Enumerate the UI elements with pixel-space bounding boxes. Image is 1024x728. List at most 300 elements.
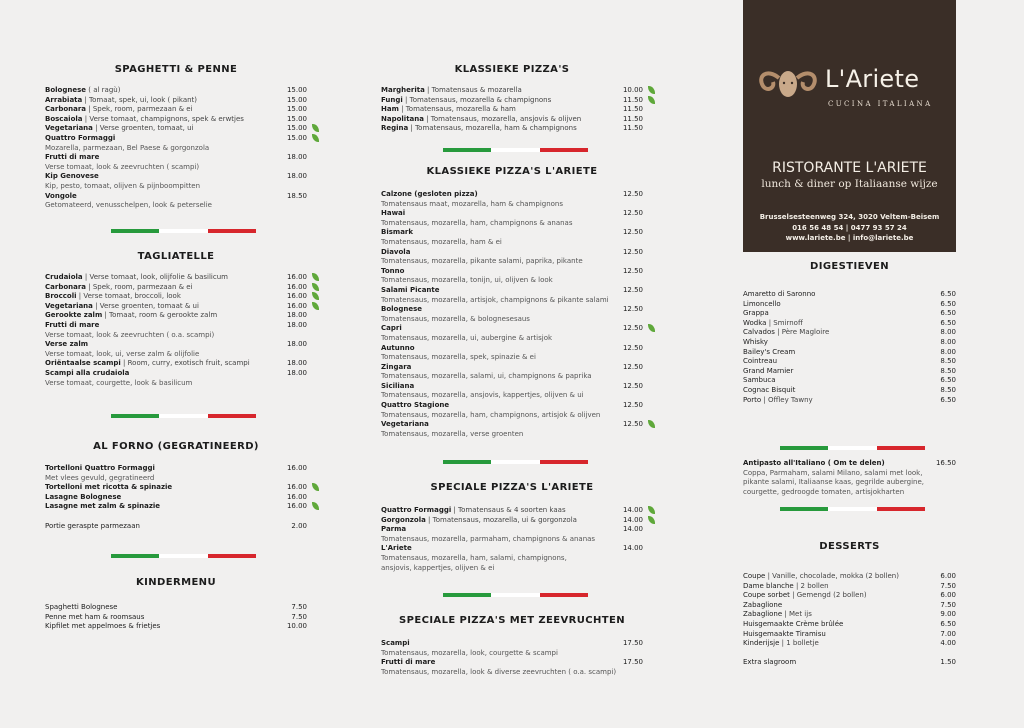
item-name: Vegetariana: [45, 124, 93, 133]
menu-item: [45, 134, 307, 144]
item-description: | Vanille, chocolade, mokka (2 bollen): [765, 572, 899, 580]
menu-item: [381, 209, 643, 219]
item-price: 12.50: [622, 209, 643, 218]
menu-item: [381, 516, 643, 526]
item-price: 18.00: [286, 153, 307, 162]
vegetarian-leaf-icon: [312, 292, 319, 300]
item-description: Tomatensaus, mozarella, ham & ei: [381, 237, 502, 246]
item-price: 18.00: [286, 368, 307, 377]
menu-item: [743, 630, 956, 640]
item-price: 17.50: [622, 639, 643, 647]
item-name: Lasagne Bolognese: [45, 492, 122, 501]
item-price: 12.50: [622, 343, 643, 352]
item-name: L'Ariete: [381, 544, 412, 553]
item-description: | Père Magloire: [774, 328, 830, 337]
italian-flag-divider: [443, 593, 588, 597]
item-description: Tomatensaus, mozarella, artisjok, champignons & pikante salami: [381, 295, 609, 304]
item-description: pikante salami, Italiaanse kaas, gegrilde aubergine,: [743, 478, 925, 487]
menu-list: [45, 464, 307, 531]
item-name: Gorgonzola: [381, 515, 426, 524]
item-description: | 1 bolletje: [779, 639, 819, 648]
item-description: ( al ragù): [86, 86, 121, 94]
item-name: Regina: [381, 124, 409, 133]
item-price: 9.00: [940, 610, 956, 619]
item-name: Coupe: [743, 572, 766, 580]
item-name: Spaghetti Bolognese: [45, 603, 118, 611]
menu-item: [45, 172, 307, 182]
menu-item: [743, 300, 956, 310]
item-name: Autunno: [381, 343, 415, 352]
item-name: Scampi alla crudaiola: [45, 368, 130, 377]
item-price: 16.00: [286, 492, 307, 501]
item-name: Grand Marnier: [743, 366, 794, 375]
item-description: Kip, pesto, tomaat, olijven & pijnboompitten: [45, 181, 201, 190]
item-price: 18.00: [286, 340, 307, 349]
item-name: Arrabiata: [45, 95, 83, 104]
menu-item: [743, 309, 956, 319]
item-price: 16.00: [286, 502, 307, 511]
item-price: 15.00: [286, 124, 307, 133]
section-kindermenu: [45, 577, 307, 632]
item-name: Lasagne met zalm & spinazie: [45, 502, 161, 511]
menu-item: [45, 115, 307, 125]
item-price: 7.50: [940, 600, 956, 609]
section-title: TAGLIATELLE: [137, 251, 215, 262]
item-name: Coupe sorbet: [743, 591, 790, 600]
item-price: 14.00: [622, 525, 643, 534]
menu-item: [743, 396, 956, 406]
menu-item: [381, 525, 643, 535]
item-name: Capri: [381, 324, 402, 333]
section-title: KLASSIEKE PIZZA'S L'ARIETE: [426, 166, 598, 177]
vegetarian-leaf-icon: [648, 86, 655, 94]
item-price: 12.50: [622, 247, 643, 256]
item-description: Tomatensaus, mozarella, parmaham, champignons & ananas: [381, 534, 596, 543]
menu-list: [381, 506, 643, 573]
item-name: Frutti di mare: [45, 320, 100, 329]
menu-item: [381, 248, 643, 258]
menu-item: [45, 105, 307, 115]
item-name: Whisky: [743, 337, 768, 346]
section-title: SPAGHETTI & PENNE: [114, 64, 238, 75]
menu-item: [381, 267, 643, 277]
ram-logo-icon: [757, 66, 819, 100]
menu-item: [381, 86, 643, 96]
italian-flag-divider: [111, 554, 256, 558]
menu-item: [381, 228, 643, 238]
menu-list: [743, 290, 956, 405]
item-price: 18.00: [286, 359, 307, 368]
vegetarian-leaf-icon: [648, 96, 655, 104]
item-description: | Tomatensaus, mozarella & ham: [398, 105, 516, 114]
item-name: Oriëntaalse scampi: [45, 359, 121, 368]
section-title: KINDERMENU: [136, 577, 216, 588]
item-name: Kipfilet met appelmoes & frietjes: [45, 622, 161, 631]
item-description: | Spek, room, parmezaan & ei: [86, 282, 193, 291]
item-description: Tomatensaus, mozarella, spek, spinazie & ei: [381, 353, 536, 362]
item-name: Broccoli: [45, 292, 77, 301]
item-price: 12.50: [622, 381, 643, 390]
item-price: 16.00: [286, 292, 307, 301]
item-description: Coppa, Parmaham, salami Milano, salami met look,: [743, 468, 923, 477]
item-description: Tomatensaus, mozarella, & bolognesesaus: [381, 314, 530, 323]
item-description: | Verse tomaat, look, olijfolie & basilicum: [82, 273, 228, 281]
item-description: Tomatensaus, mozarella, look & diverse zeevruchten ( o.a. scampi): [381, 667, 617, 676]
menu-item: [743, 591, 956, 601]
item-name: Vegetariana: [45, 301, 93, 310]
item-name: Huisgemaakte Crème brûlée: [743, 619, 844, 628]
item-name: Cognac Bisquit: [743, 385, 796, 394]
item-description: | Room, curry, exotisch fruit, scampi: [120, 359, 250, 368]
item-price: 6.00: [940, 572, 956, 580]
item-name: Kip Genovese: [45, 172, 99, 181]
item-name: Portie geraspte parmezaan: [45, 521, 140, 530]
contact-info: [743, 212, 956, 244]
vegetarian-leaf-icon: [648, 516, 655, 524]
menu-item: [381, 506, 643, 516]
item-name: Extra slagroom: [743, 658, 797, 667]
item-name: Salami Picante: [381, 285, 440, 294]
item-price: 17.50: [622, 658, 643, 667]
item-description: | Verse groenten, tomaat & ui: [92, 301, 199, 310]
section-zeevruchten: [381, 615, 643, 677]
menu-item: [743, 610, 956, 620]
item-price: 6.50: [940, 376, 956, 385]
italian-flag-divider: [111, 229, 256, 233]
menu-item: [45, 464, 307, 474]
item-name: Bolognese: [381, 305, 423, 314]
item-description: Verse tomaat, look & zeevruchten ( scampi): [45, 162, 200, 171]
menu-item: [45, 493, 307, 503]
item-name: Quattro Stagione: [381, 401, 450, 410]
item-price: 12.50: [622, 324, 643, 333]
item-name: Frutti di mare: [381, 658, 436, 667]
vegetarian-leaf-icon: [312, 124, 319, 132]
menu-item: [381, 96, 643, 106]
menu-list: [743, 572, 956, 668]
item-description: Met vlees gevuld, gegratineerd: [45, 473, 155, 482]
section-title: SPECIALE PIZZA'S MET ZEEVRUCHTEN: [399, 615, 625, 626]
item-name: Fungi: [381, 95, 403, 104]
item-name: Quattro Formaggi: [381, 506, 452, 514]
section-title: DIGESTIEVEN: [810, 261, 889, 272]
menu-item: [743, 348, 956, 358]
italian-flag-divider: [443, 148, 588, 152]
vegetarian-leaf-icon: [648, 420, 655, 428]
item-description: | Tomatensaus, mozarella, ansjovis & olijven: [423, 114, 582, 123]
vegetarian-leaf-icon: [312, 502, 319, 510]
item-description: | Verse tomaat, broccoli, look: [76, 292, 181, 301]
menu-item: [381, 286, 643, 296]
vegetarian-leaf-icon: [648, 324, 655, 332]
item-price: 12.50: [622, 401, 643, 410]
item-price: 6.50: [940, 318, 956, 327]
item-description: Verse tomaat, courgette, look & basilicum: [45, 378, 193, 387]
menu-item: [45, 96, 307, 106]
menu-item: [381, 639, 643, 649]
item-price: 10.00: [622, 86, 643, 94]
item-price: 8.50: [940, 385, 956, 394]
item-name: Calzone (gesloten pizza): [381, 190, 478, 198]
menu-item: [45, 522, 307, 532]
brand-name: L'Ariete: [825, 65, 920, 93]
item-price: 7.00: [940, 629, 956, 638]
item-name: Bolognese: [45, 86, 87, 94]
item-name: Verse zalm: [45, 340, 89, 349]
address: Brusselsesteenweg 324, 3020 Veltem-Beisem: [759, 213, 940, 221]
menu-item: [743, 658, 956, 668]
menu-item: [381, 124, 643, 134]
menu-list: [381, 190, 643, 439]
menu-item: [45, 153, 307, 163]
web-email: www.lariete.be | info@lariete.be: [785, 234, 914, 242]
item-price: 12.50: [622, 228, 643, 237]
section-title: AL FORNO (GEGRATINEERD): [93, 441, 259, 452]
menu-item: [743, 376, 956, 386]
menu-item: [45, 124, 307, 134]
item-price: 12.50: [622, 420, 643, 429]
item-description: | Tomatensaus, mozarella, ham & champignons: [408, 124, 577, 133]
brand-tagline: CUCINA ITALIANA: [828, 100, 933, 108]
menu-item: [45, 369, 307, 379]
item-price: 11.50: [622, 105, 643, 114]
menu-item: [45, 86, 307, 96]
item-name: Bailey's Cream: [743, 347, 796, 356]
menu-item: [381, 544, 643, 554]
italian-flag-divider: [780, 507, 925, 511]
section-klassieke: [381, 64, 643, 134]
menu-item: [381, 363, 643, 373]
item-name: Zingara: [381, 362, 412, 371]
menu-item: [743, 319, 956, 329]
menu-item: [381, 420, 643, 430]
item-name: Frutti di mare: [45, 153, 100, 162]
item-description: Tomatensaus, mozarella, tonijn, ui, olijven & look: [381, 276, 553, 285]
item-description: Tomatensaus, mozarella, ansjovis, kappertjes, olijven & ui: [381, 391, 584, 400]
item-name: Crudaiola: [45, 273, 83, 281]
menu-item: [381, 382, 643, 392]
brand-panel: [743, 0, 956, 252]
item-description: | Tomaat, spek, ui, look ( pikant): [82, 95, 198, 104]
item-price: 12.50: [622, 362, 643, 371]
item-description: | Met ijs: [782, 610, 812, 619]
item-description: | Gemengd (2 bollen): [789, 591, 867, 600]
section-klassieke-lariete: [381, 166, 643, 439]
item-description: Tomatensaus, mozarella, ham, champignons, artisjok & olijven: [381, 410, 601, 419]
item-description: | Verse tomaat, champignons, spek & erwtjes: [82, 114, 244, 123]
menu-item: [743, 601, 956, 611]
item-price: 16.00: [286, 483, 307, 492]
item-name: Tortelloni met ricotta & spinazie: [45, 483, 173, 492]
item-price: 8.50: [940, 357, 956, 366]
menu-item: [381, 115, 643, 125]
italian-flag-divider: [780, 446, 925, 450]
item-description: Getomateerd, venusschelpen, look & peterselie: [45, 201, 212, 210]
item-price: 15.00: [286, 86, 307, 94]
menu-item-antipasto: [743, 459, 956, 469]
menu-item: [45, 273, 307, 283]
item-name: Tortelloni Quattro Formaggi: [45, 464, 155, 472]
item-price: 8.00: [940, 328, 956, 337]
item-name: Parma: [381, 525, 407, 534]
item-name: Kinderijsje: [743, 639, 780, 648]
item-description: Mozarella, parmezaan, Bel Paese & gorgonzola: [45, 143, 210, 152]
menu-item: [45, 502, 307, 512]
item-name: Zabaglione: [743, 610, 783, 619]
item-price: 8.00: [940, 347, 956, 356]
item-name: Ham: [381, 105, 399, 114]
item-name: Limoncello: [743, 299, 781, 308]
item-price: 11.50: [622, 124, 643, 133]
item-price: 7.50: [940, 581, 956, 590]
vegetarian-leaf-icon: [648, 506, 655, 514]
menu-item: [743, 386, 956, 396]
item-price: 12.50: [622, 305, 643, 314]
item-price: 4.00: [940, 639, 956, 648]
item-description: | Smirnoff: [766, 318, 803, 327]
item-price: 18.00: [286, 311, 307, 320]
item-description: | Tomatensaus, mozarella & champignons: [402, 95, 552, 104]
menu-item: [45, 283, 307, 293]
menu-item: [381, 105, 643, 115]
item-name: Carbonara: [45, 282, 87, 291]
item-description: Verse tomaat, look & zeevruchten ( o.a. scampi): [45, 330, 215, 339]
item-description: | 2 bollen: [793, 581, 829, 590]
item-price: 11.50: [622, 95, 643, 104]
menu-item: [743, 620, 956, 630]
menu-item: [45, 359, 307, 369]
item-name: Carbonara: [45, 105, 87, 114]
item-description: Tomatensaus, mozarella, salami, ui, champignons & paprika: [381, 372, 592, 381]
item-description: | Offley Tawny: [761, 395, 813, 404]
menu-item: [381, 190, 643, 200]
item-price: 7.50: [291, 603, 307, 611]
item-price: 1.50: [940, 658, 956, 667]
section-spaghetti: [45, 64, 307, 211]
item-description: Tomatensaus, mozarella, ui, aubergine & artisjok: [381, 333, 553, 342]
item-description: Tomatensaus, mozarella, look, courgette & scampi: [381, 648, 558, 657]
item-name: Bismark: [381, 228, 414, 237]
menu-item: [45, 321, 307, 331]
section-digestieven: [743, 261, 956, 405]
item-price: 14.00: [622, 506, 643, 514]
item-price: 15.00: [286, 114, 307, 123]
menu-list: [45, 273, 307, 388]
item-name: Vegetariana: [381, 420, 429, 429]
item-description: | Spek, room, parmezaan & ei: [86, 105, 193, 114]
section-tagliatelle: [45, 251, 307, 388]
item-price: 14.00: [622, 544, 643, 553]
item-price: 6.50: [940, 299, 956, 308]
italian-flag-divider: [443, 460, 588, 464]
item-name: Vongole: [45, 191, 77, 200]
menu-item: [381, 344, 643, 354]
menu-list: [45, 86, 307, 211]
item-description: | Tomatensaus & mozarella: [424, 86, 522, 94]
item-name: Calvados: [743, 328, 775, 337]
item-name: Boscaiola: [45, 114, 83, 123]
item-name: Quattro Formaggi: [45, 133, 116, 142]
item-name: Cointreau: [743, 357, 778, 366]
section-title: DESSERTS: [819, 541, 880, 552]
menu-item: [381, 658, 643, 668]
menu-item: [45, 292, 307, 302]
menu-item: [743, 328, 956, 338]
item-price: 6.50: [940, 309, 956, 318]
menu-item: [743, 290, 956, 300]
item-name: Gerookte zalm: [45, 311, 103, 320]
item-price: 16.00: [286, 273, 307, 281]
item-description: | Verse groenten, tomaat, ui: [92, 124, 194, 133]
italian-flag-divider: [111, 414, 256, 418]
item-name: Grappa: [743, 309, 769, 318]
item-name: Dame blanche: [743, 581, 794, 590]
menu-item: [45, 622, 307, 632]
menu-item: [381, 305, 643, 315]
section-speciale: [381, 482, 643, 573]
menu-item: [743, 572, 956, 582]
section-desserts: [743, 541, 956, 668]
item-description: | Tomaat, room & gerookte zalm: [102, 311, 218, 320]
menu-list: [381, 86, 643, 134]
item-name: Porto: [743, 395, 762, 404]
vegetarian-leaf-icon: [312, 483, 319, 491]
menu-item: [743, 582, 956, 592]
item-price: 7.50: [291, 612, 307, 621]
vegetarian-leaf-icon: [312, 273, 319, 281]
item-name: Margherita: [381, 86, 425, 94]
item-description: ansjovis, kappertjes, olijven & ei: [381, 563, 495, 572]
item-price: 8.00: [940, 337, 956, 346]
item-price: 16.00: [286, 301, 307, 310]
menu-item: [45, 483, 307, 493]
menu-item: [45, 302, 307, 312]
vegetarian-leaf-icon: [312, 134, 319, 142]
menu-list: [45, 603, 307, 632]
item-price: 6.00: [940, 591, 956, 600]
item-description: Tomatensaus, mozarella, verse groenten: [381, 429, 524, 438]
item-name: Sambuca: [743, 376, 776, 385]
item-name: Zabaglione: [743, 600, 783, 609]
item-name: Hawai: [381, 209, 406, 218]
item-name: Tonno: [381, 266, 405, 275]
item-name: Amaretto di Saronno: [743, 290, 816, 298]
vegetarian-leaf-icon: [312, 283, 319, 291]
item-price: 8.50: [940, 366, 956, 375]
item-price: 14.00: [622, 515, 643, 524]
item-name: Antipasto all'Italiano ( Om te delen): [743, 459, 885, 467]
item-price: 18.00: [286, 172, 307, 181]
menu-item: [45, 603, 307, 613]
menu-item: [743, 357, 956, 367]
item-price: 6.50: [940, 395, 956, 404]
item-price: 10.00: [286, 622, 307, 631]
section-title: KLASSIEKE PIZZA'S: [454, 64, 570, 75]
item-name: Huisgemaakte Tiramisu: [743, 629, 826, 638]
item-price: 11.50: [622, 114, 643, 123]
item-name: Wodka: [743, 318, 767, 327]
item-price: 16.50: [935, 459, 956, 467]
section-antipasto: [743, 459, 956, 497]
menu-item: [45, 613, 307, 623]
item-name: Scampi: [381, 639, 410, 647]
item-name: Napolitana: [381, 114, 424, 123]
section-alforno: [45, 441, 307, 531]
item-name: Siciliana: [381, 381, 415, 390]
menu-item: [45, 192, 307, 202]
item-price: 12.50: [622, 266, 643, 275]
item-description: courgette, gedroogde tomaten, artisjokharten: [743, 487, 905, 496]
